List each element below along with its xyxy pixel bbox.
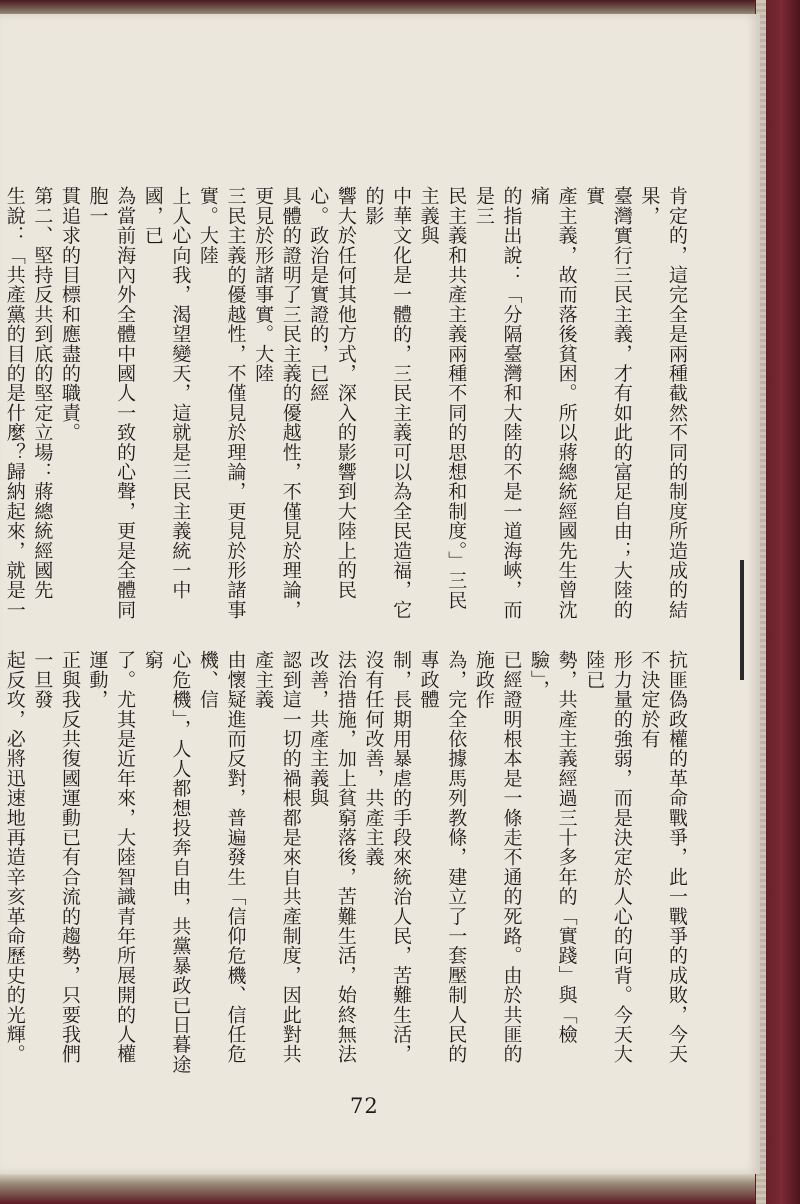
- text-column: 法治措施，加上貧窮落後，苦難生活，始終無法改善，共產主義與: [307, 650, 357, 1064]
- text-column: 具體的證明了三民主義的優越性，不僅見於理論，更見於形諸事實。大陸: [252, 186, 302, 620]
- text-column: 已經證明根本是一條走不通的死路。由於共匪的施政作: [472, 650, 523, 1064]
- text-column: 正與我反共復國運動已有合流的趨勢，只要我們一旦發: [31, 650, 81, 1064]
- book-page: [0, 14, 760, 1174]
- text-column: 中華文化是一體的，三民主義可以為全民造福，它的影: [362, 186, 413, 620]
- page-number: 72: [350, 1094, 379, 1118]
- text-column: 的指出說：「分隔臺灣和大陸的不是一道海峽，而是三: [472, 186, 523, 620]
- text-column: 制，長期用暴虐的手段來統治人民，苦難生活，沒有任何改善，共產主義: [362, 650, 413, 1064]
- book-bottom-edge: [0, 1174, 755, 1204]
- text-column: 三民主義的優越性，不僅見於理論，更見於形諸事實。大陸: [196, 186, 247, 620]
- text-column: 生說：「共產黨的目的是什麼？歸納起來，就是一: [3, 186, 26, 620]
- text-column: 上人心向我，渴望變天，這就是三民主義統一中國，已: [141, 186, 192, 600]
- text-column: 貫追求的目標和應盡的職責。: [58, 186, 81, 443]
- margin-bookmark-line: [740, 560, 744, 680]
- text-column: 了。尤其是近年來，大陸智識青年所展開的人權運動，: [86, 650, 137, 1064]
- text-column: 響大於任何其他方式，深入的影響到大陸上的民心。政治是實證的，已經: [307, 186, 357, 600]
- text-column: 為，完全依據馬列教條，建立了一套壓制人民的專政體: [417, 650, 468, 1064]
- text-column: 民主義和共產主義兩種不同的思想和制度。」三民主義與: [417, 186, 468, 610]
- text-column: 心危機」，人人都想投奔自由，共黨暴政已日暮途窮: [141, 650, 192, 1074]
- text-column: 產主義，故而落後貧困。所以蔣總統經國先生曾沈痛: [528, 186, 578, 620]
- text-block-bottom: [3, 650, 690, 1080]
- text-column: 形力量的強弱，而是決定於人心的向背。今天大陸已: [583, 650, 633, 1064]
- text-block-top: [3, 186, 690, 626]
- text-column: 抗匪偽政權的革命戰爭，此一戰爭的成敗，今天不決定於有: [638, 650, 688, 1064]
- text-column: 起反攻，必將迅速地再造辛亥革命歷史的光輝。: [3, 650, 26, 1064]
- text-column: 為當前海內外全體中國人一致的心聲，更是全體同胞一: [86, 186, 137, 620]
- text-column: 肯定的，這完全是兩種截然不同的制度所造成的結果，: [638, 186, 688, 620]
- text-column: 第二、堅持反共到底的堅定立場：蔣總統經國先: [31, 186, 54, 600]
- text-column: 由懷疑進而反對，普遍發生「信仰危機、信任危機、信: [196, 650, 247, 1064]
- text-column: 認到這一切的禍根都是來自共產制度，因此對共產主義: [252, 650, 302, 1064]
- text-column: 臺灣實行三民主義，才有如此的富足自由；大陸的實: [583, 186, 633, 620]
- text-column: 勢，共產主義經過三十多年的「實踐」與「檢驗」，: [528, 650, 578, 1044]
